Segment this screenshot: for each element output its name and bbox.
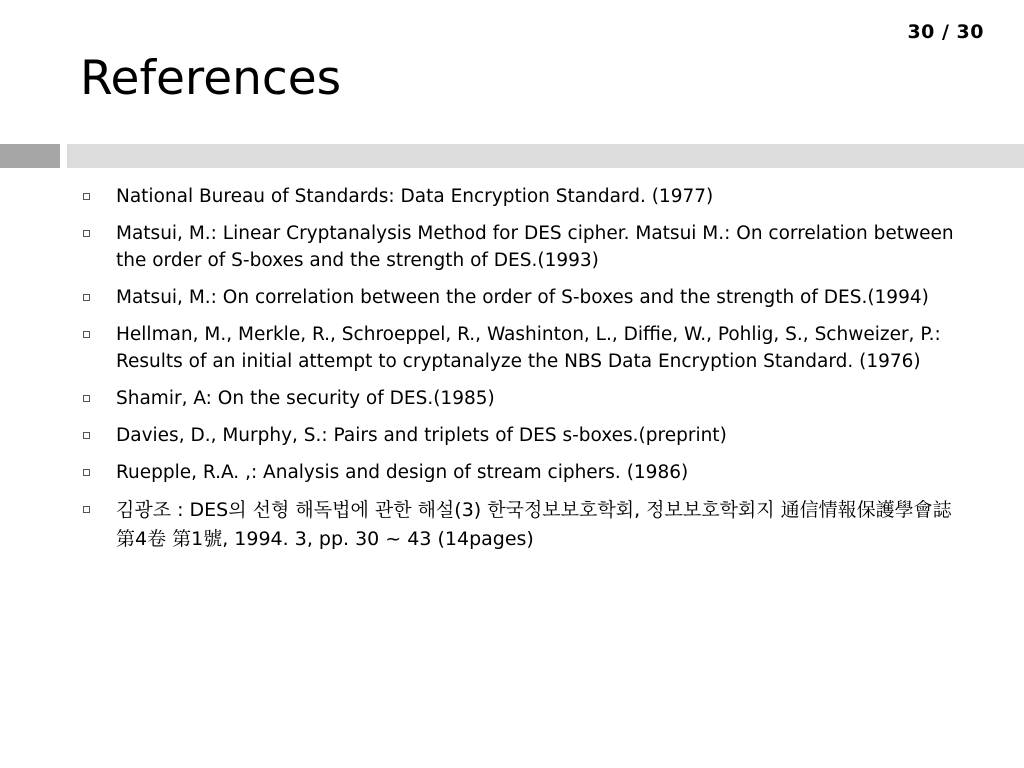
reference-list xyxy=(80,183,960,564)
hollow-square-bullet-icon xyxy=(83,193,90,200)
reference-text: Matsui, M.: Linear Cryptanalysis Method for DES cipher. Matsui M.: On correlation between the order of S-boxes and the strength of DES.(1993) xyxy=(116,223,954,271)
reference-text: Ruepple, R.A. ,: Analysis and design of stream ciphers. (1986) xyxy=(116,462,689,483)
reference-text: Hellman, M., Merkle, R., Schroeppel, R., Washinton, L., Diffie, W., Pohlig, S., Schweizer, P.: Results of an initial attempt to cryptanalyze the NBS Data Encryption Standard. (1976) xyxy=(116,324,941,372)
reference-item xyxy=(80,220,960,274)
hollow-square-bullet-icon xyxy=(83,469,90,476)
hollow-square-bullet-icon xyxy=(83,331,90,338)
reference-item xyxy=(80,459,960,486)
reference-item xyxy=(80,422,960,449)
reference-item xyxy=(80,385,960,412)
reference-text: Matsui, M.: On correlation between the order of S-boxes and the strength of DES.(1994) xyxy=(116,287,929,308)
reference-item xyxy=(80,284,960,311)
slide-title: References xyxy=(80,51,342,106)
hollow-square-bullet-icon xyxy=(83,506,90,513)
reference-text: 김광조 : DES의 선형 해독법에 관한 해설(3) 한국정보보호학회, 정보보호학회지 通信情報保護學會誌 第4卷 第1號, 1994. 3, pp. 30 ~ 43 (14pages) xyxy=(116,499,952,550)
reference-item xyxy=(80,183,960,210)
hollow-square-bullet-icon xyxy=(83,230,90,237)
hollow-square-bullet-icon xyxy=(83,294,90,301)
reference-text: Davies, D., Murphy, S.: Pairs and triplets of DES s-boxes.(preprint) xyxy=(116,425,727,446)
hollow-square-bullet-icon xyxy=(83,395,90,402)
reference-item-korean xyxy=(80,496,960,554)
reference-text: Shamir, A: On the security of DES.(1985) xyxy=(116,388,495,409)
title-divider-accent xyxy=(0,144,60,168)
title-divider-bar xyxy=(67,144,1024,168)
page-number: 30 / 30 xyxy=(907,21,984,43)
hollow-square-bullet-icon xyxy=(83,432,90,439)
reference-item xyxy=(80,321,960,375)
reference-text: National Bureau of Standards: Data Encryption Standard. (1977) xyxy=(116,186,714,207)
